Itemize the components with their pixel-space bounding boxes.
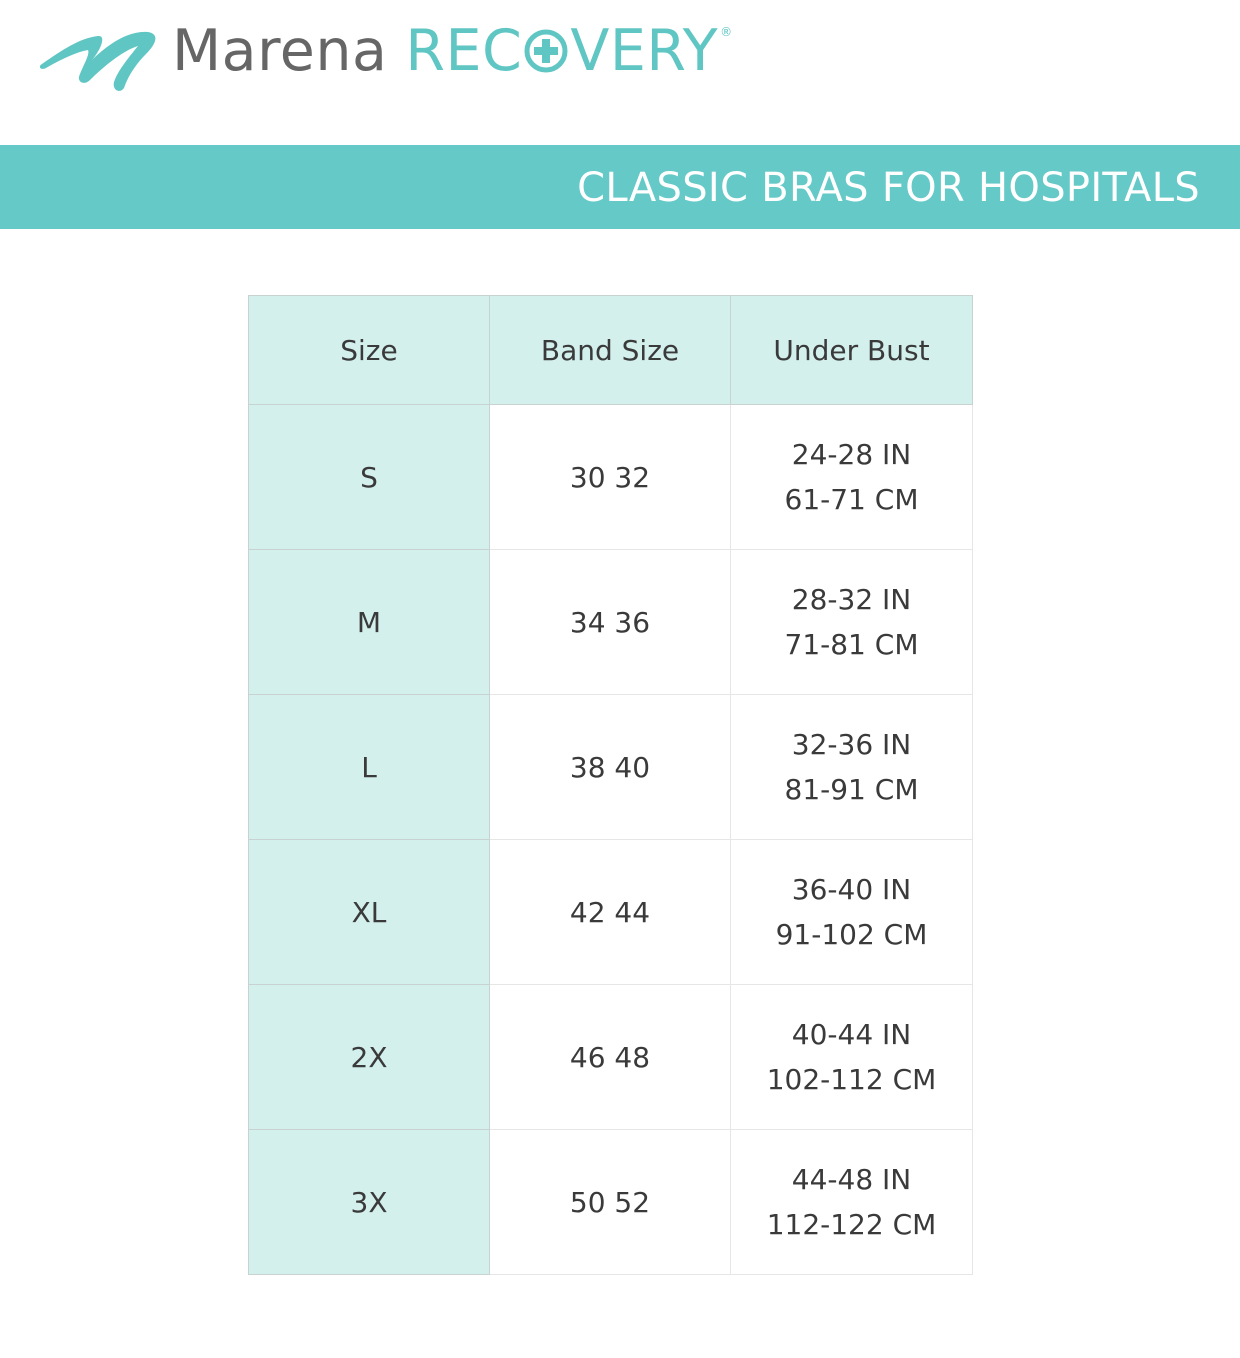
under-bust-cm: 102-112 CM	[766, 1063, 937, 1096]
under-bust-cm: 61-71 CM	[784, 483, 919, 516]
table-row	[249, 695, 973, 840]
header	[0, 0, 1240, 140]
size-cell: M	[249, 550, 490, 695]
banner-title: CLASSIC BRAS FOR HOSPITALS	[577, 165, 1200, 211]
size-cell: 2X	[249, 985, 490, 1130]
size-cell: S	[249, 405, 490, 550]
registered-mark: ®	[720, 25, 733, 39]
band-size-cell: 30 32	[490, 405, 731, 550]
under-bust-cell	[731, 550, 973, 695]
table-row	[249, 985, 973, 1130]
band-size-cell: 42 44	[490, 840, 731, 985]
under-bust-cm: 112-122 CM	[766, 1208, 937, 1241]
brand-sub	[405, 18, 732, 84]
under-bust-cell	[731, 840, 973, 985]
under-bust-inches: 40-44 IN	[791, 1018, 912, 1051]
under-bust-cell	[731, 1130, 973, 1275]
under-bust-cm: 71-81 CM	[784, 628, 919, 661]
under-bust-inches: 28-32 IN	[791, 583, 912, 616]
table-header-row	[249, 296, 973, 405]
size-chart-table	[248, 295, 973, 1275]
size-cell: 3X	[249, 1130, 490, 1275]
band-size-cell: 46 48	[490, 985, 731, 1130]
size-cell: L	[249, 695, 490, 840]
band-size-cell: 38 40	[490, 695, 731, 840]
under-bust-cm: 81-91 CM	[784, 773, 919, 806]
under-bust-cell	[731, 695, 973, 840]
brand-sub-suffix: VERY	[570, 18, 719, 84]
under-bust-cm: 91-102 CM	[775, 918, 928, 951]
table-row	[249, 405, 973, 550]
table-row	[249, 840, 973, 985]
brand-name: Marena	[172, 18, 388, 84]
marena-wave-icon	[40, 26, 160, 94]
band-size-cell: 50 52	[490, 1130, 731, 1275]
header-size: Size	[249, 296, 490, 405]
brand-wordmark	[172, 18, 733, 88]
under-bust-inches: 32-36 IN	[791, 728, 912, 761]
table-row	[249, 550, 973, 695]
brand-sub-prefix: REC	[405, 18, 523, 84]
header-under-bust: Under Bust	[731, 296, 973, 405]
under-bust-inches: 44-48 IN	[791, 1163, 912, 1196]
under-bust-cell	[731, 405, 973, 550]
table-row	[249, 1130, 973, 1275]
under-bust-inches: 24-28 IN	[791, 438, 912, 471]
title-banner	[0, 145, 1240, 229]
band-size-cell: 34 36	[490, 550, 731, 695]
under-bust-cell	[731, 985, 973, 1130]
size-cell: XL	[249, 840, 490, 985]
under-bust-inches: 36-40 IN	[791, 873, 912, 906]
medical-cross-icon	[523, 28, 569, 74]
header-band-size: Band Size	[490, 296, 731, 405]
